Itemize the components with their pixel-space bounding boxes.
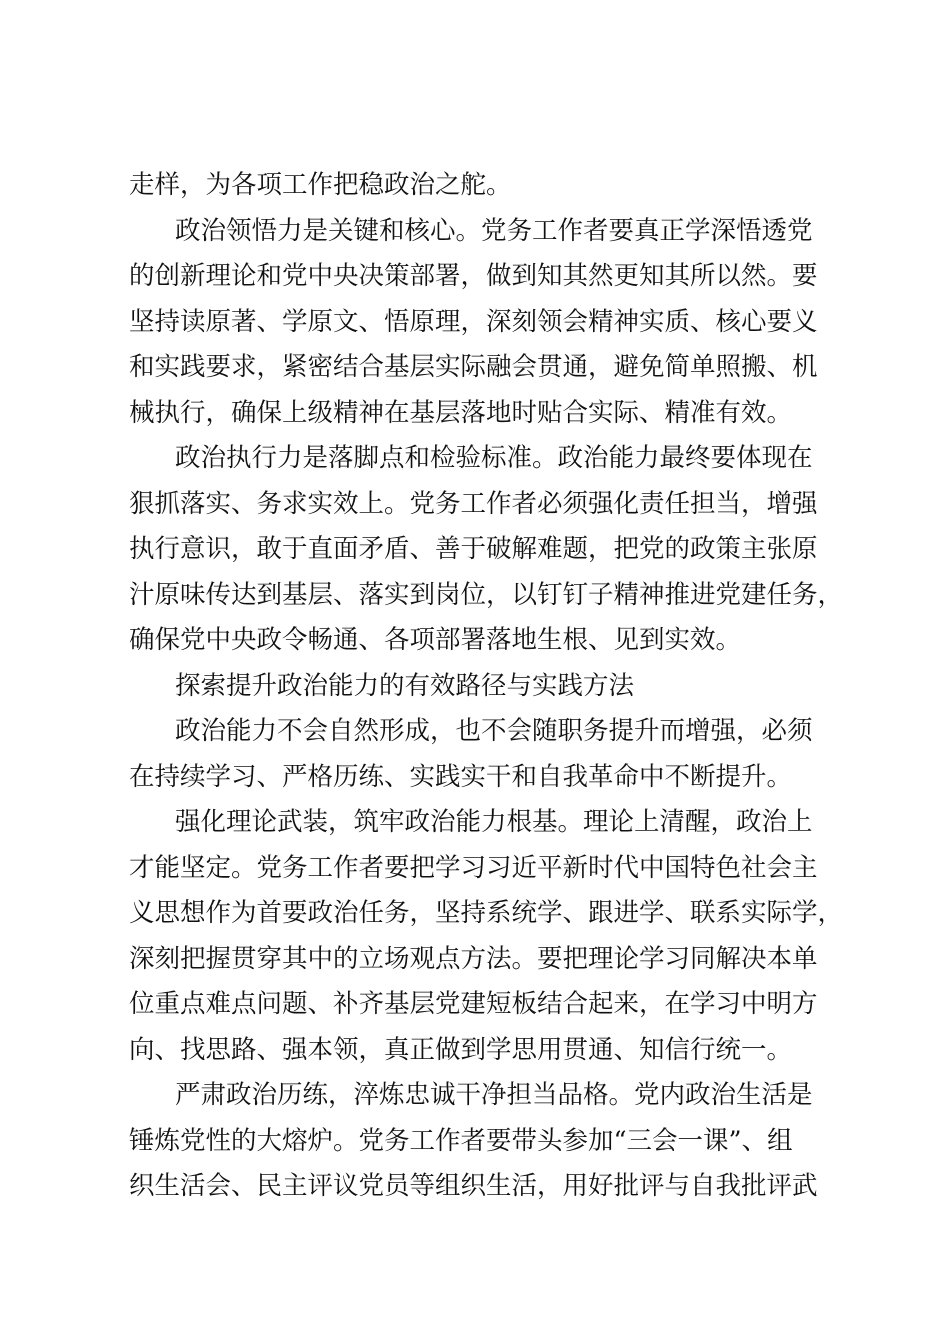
paragraph [129,1073,829,1210]
text-line-content: 在持续学习、严格历练、实践实干和自我革命中不断提升。 [129,761,793,792]
text-line-content: 义思想作为首要政治任务，坚持系统学、跟进学、联系实际学， [129,898,844,928]
text-line [129,391,829,437]
text-line-content: 严肃政治历练，淬炼忠诚干净担当品格。党内政治生活是 [175,1080,813,1110]
text-line-content: 走样，为各项工作把稳政治之舵。 [129,170,512,200]
text-line [129,937,829,983]
text-line [129,1073,829,1119]
text-line-content: 确保党中央政令畅通、各项部署落地生根、见到实效。 [129,625,742,655]
text-line-content: 坚持读原著、学原文、悟原理，深刻领会精神实质、核心要义 [129,306,818,337]
text-line-content: 深刻把握贯穿其中的立场观点方法。要把理论学习同解决本单 [129,943,818,974]
text-line [129,1028,829,1074]
text-line-content: 才能坚定。党务工作者要把学习习近平新时代中国特色社会主 [129,852,818,883]
text-line-content: 位重点难点问题、补齐基层党建短板结合起来，在学习中明方 [129,989,818,1019]
text-line [129,345,829,391]
text-line-content: 汁原味传达到基层、落实到岗位，以钉钉子精神推进党建任务， [129,579,844,610]
paragraph [129,209,829,437]
text-line [129,209,829,255]
text-line-content: 和实践要求，紧密结合基层实际融会贯通，避免简单照搬、机 [129,352,818,382]
paragraph [129,664,829,710]
text-line [129,891,844,937]
text-line [129,755,829,801]
text-line [129,982,829,1028]
text-line [129,1164,829,1210]
text-line [129,300,829,346]
text-line-content: 政治领悟力是关键和核心。党务工作者要真正学深悟透党 [175,215,813,246]
text-line-content: 的创新理论和党中央决策部署，做到知其然更知其所以然。要 [129,261,818,291]
paragraph [129,709,829,800]
paragraph [129,163,829,209]
text-line [129,1119,829,1165]
text-line [129,709,829,755]
text-line-content: 执行意识，敢于直面矛盾、善于破解难题，把党的政策主张原 [129,534,818,564]
text-line [129,527,829,573]
paragraph [129,436,844,664]
text-line-content: 强化理论武装，筑牢政治能力根基。理论上清醒，政治上 [175,807,813,837]
text-line [129,436,829,482]
text-line [129,846,829,892]
text-line-content: 向、找思路、强本领，真正做到学思用贯通、知信行统一。 [129,1034,793,1065]
text-line [129,573,844,619]
text-line [129,163,829,209]
text-line-content: 狠抓落实、务求实效上。党务工作者必须强化责任担当，增强 [129,488,818,519]
text-line-content: 政治能力不会自然形成，也不会随职务提升而增强，必须 [175,716,813,746]
text-line [129,800,829,846]
text-line [129,664,829,710]
text-line-content: 锤炼党性的大熔炉。党务工作者要带头参加“三会一课”、组 [129,1125,793,1156]
text-line-content: 探索提升政治能力的有效路径与实践方法 [175,670,635,701]
document-body [129,163,844,1210]
text-line-content: 械执行，确保上级精神在基层落地时贴合实际、精准有效。 [129,397,793,428]
text-line [129,254,829,300]
text-line-content: 政治执行力是落脚点和检验标准。政治能力最终要体现在 [175,443,813,473]
text-line-content: 织生活会、民主评议党员等组织生活，用好批评与自我批评武 [129,1171,818,1201]
paragraph [129,800,844,1073]
text-line [129,482,829,528]
text-line [129,618,829,664]
